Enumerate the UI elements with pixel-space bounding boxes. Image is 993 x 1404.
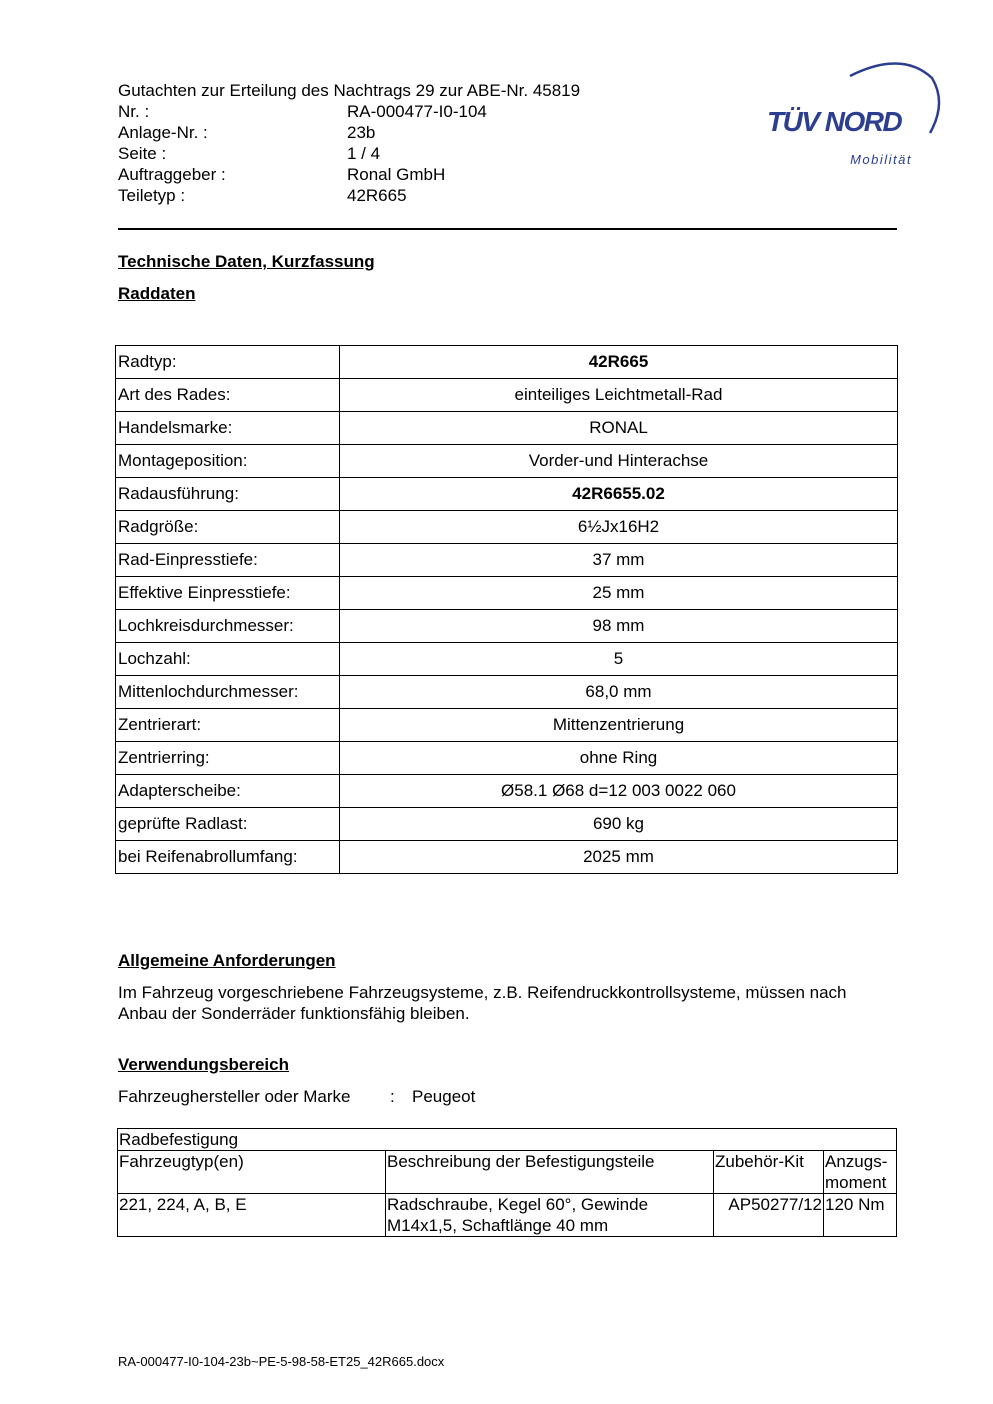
spec-value: 42R6655.02 xyxy=(340,478,898,511)
manufacturer-label: Fahrzeughersteller oder Marke xyxy=(118,1087,351,1106)
spec-value: 37 mm xyxy=(340,544,898,577)
spec-value: 98 mm xyxy=(340,610,898,643)
table-cell: 120 Nm xyxy=(824,1194,897,1237)
section-title-technical-data: Technische Daten, Kurzfassung xyxy=(118,252,375,271)
logo-subtitle: Mobilität xyxy=(850,152,912,167)
spec-value: 5 xyxy=(340,643,898,676)
spec-key: bei Reifenabrollumfang: xyxy=(116,841,340,874)
table-row xyxy=(116,445,898,478)
header-row-attachment xyxy=(118,122,580,143)
spec-value: 2025 mm xyxy=(340,841,898,874)
report-title: Gutachten zur Erteilung des Nachtrags 29 zur ABE-Nr. 45819 xyxy=(118,81,581,100)
table-row xyxy=(116,346,898,379)
spec-key: Zentrierart: xyxy=(116,709,340,742)
spec-key: geprüfte Radlast: xyxy=(116,808,340,841)
header-divider xyxy=(118,228,897,230)
spec-key: Montageposition: xyxy=(116,445,340,478)
manufacturer-colon: : xyxy=(390,1087,395,1106)
table-cell: 221, 224, A, B, E xyxy=(118,1194,386,1237)
table-row xyxy=(116,412,898,445)
spec-key: Effektive Einpresstiefe: xyxy=(116,577,340,610)
section-subtitle-wheel-data: Raddaten xyxy=(118,284,196,303)
spec-key: Lochzahl: xyxy=(116,643,340,676)
manufacturer-line xyxy=(118,1087,475,1107)
spec-value: Ø58.1 Ø68 d=12 003 0022 060 xyxy=(340,775,898,808)
section-title-usage-range: Verwendungsbereich xyxy=(118,1055,289,1074)
spec-value: Vorder-und Hinterachse xyxy=(340,445,898,478)
tuv-nord-logo xyxy=(762,58,942,170)
mounting-table-caption: Radbefestigung xyxy=(118,1129,897,1151)
wheel-data-table xyxy=(115,345,898,874)
header-row-client xyxy=(118,164,580,185)
section-title-general-requirements: Allgemeine Anforderungen xyxy=(118,951,336,970)
table-row xyxy=(116,676,898,709)
table-row xyxy=(118,1194,897,1237)
table-row xyxy=(116,643,898,676)
spec-key: Handelsmarke: xyxy=(116,412,340,445)
table-row xyxy=(116,841,898,874)
table-row xyxy=(116,478,898,511)
wheel-mounting-table xyxy=(117,1128,897,1237)
table-row xyxy=(116,544,898,577)
spec-value: 68,0 mm xyxy=(340,676,898,709)
spec-key: Art des Rades: xyxy=(116,379,340,412)
spec-value: 690 kg xyxy=(340,808,898,841)
header-value: 23b xyxy=(347,123,376,142)
spec-key: Mittenlochdurchmesser: xyxy=(116,676,340,709)
table-row xyxy=(116,610,898,643)
spec-key: Zentrierring: xyxy=(116,742,340,775)
spec-value: 6½Jx16H2 xyxy=(340,511,898,544)
table-row xyxy=(116,808,898,841)
spec-value: RONAL xyxy=(340,412,898,445)
spec-key: Radtyp: xyxy=(116,346,340,379)
column-header: Beschreibung der Befestigungsteile xyxy=(386,1151,714,1194)
spec-value: ohne Ring xyxy=(340,742,898,775)
table-row xyxy=(116,379,898,412)
footer-filename: RA-000477-I0-104-23b~PE-5-98-58-ET25_42R665.docx xyxy=(118,1354,445,1369)
table-cell: AP50277/12 xyxy=(714,1194,824,1237)
header-value: RA-000477-I0-104 xyxy=(347,102,487,121)
mounting-table-header-row xyxy=(118,1151,897,1194)
spec-value: Mittenzentrierung xyxy=(340,709,898,742)
header-label: Anlage-Nr. : xyxy=(118,123,208,142)
column-header: Fahrzeugtyp(en) xyxy=(118,1151,386,1194)
manufacturer-value: Peugeot xyxy=(412,1087,476,1106)
spec-key: Lochkreisdurchmesser: xyxy=(116,610,340,643)
header-label: Seite : xyxy=(118,144,167,163)
header-row-page xyxy=(118,143,580,164)
table-row xyxy=(116,511,898,544)
header-label: Teiletyp : xyxy=(118,186,186,205)
header-label: Nr. : xyxy=(118,102,150,121)
table-row xyxy=(116,577,898,610)
spec-key: Radgröße: xyxy=(116,511,340,544)
spec-value: 25 mm xyxy=(340,577,898,610)
column-header: Anzugs-moment xyxy=(824,1151,897,1194)
table-row xyxy=(116,709,898,742)
spec-value: einteiliges Leichtmetall-Rad xyxy=(340,379,898,412)
spec-key: Rad-Einpresstiefe: xyxy=(116,544,340,577)
general-requirements-text: Im Fahrzeug vorgeschriebene Fahrzeugsysteme, z.B. Reifendruckkontrollsysteme, müssen nach Anbau der Sonderräder funktionsfähig bleiben. xyxy=(118,983,847,1023)
document-header xyxy=(118,80,580,206)
table-cell: Radschraube, Kegel 60°, Gewinde M14x1,5, Schaftlänge 40 mm xyxy=(386,1194,714,1237)
table-row xyxy=(116,742,898,775)
header-row-number xyxy=(118,101,580,122)
header-value: 1 / 4 xyxy=(347,144,381,163)
spec-key: Radausführung: xyxy=(116,478,340,511)
header-value: 42R665 xyxy=(347,186,407,205)
spec-value: 42R665 xyxy=(340,346,898,379)
header-label: Auftraggeber : xyxy=(118,165,226,184)
header-value: Ronal GmbH xyxy=(347,165,446,184)
logo-wordmark: TÜV NORD xyxy=(767,106,902,137)
header-row-parttype xyxy=(118,185,580,206)
spec-key: Adapterscheibe: xyxy=(116,775,340,808)
column-header: Zubehör-Kit xyxy=(714,1151,824,1194)
table-row xyxy=(116,775,898,808)
